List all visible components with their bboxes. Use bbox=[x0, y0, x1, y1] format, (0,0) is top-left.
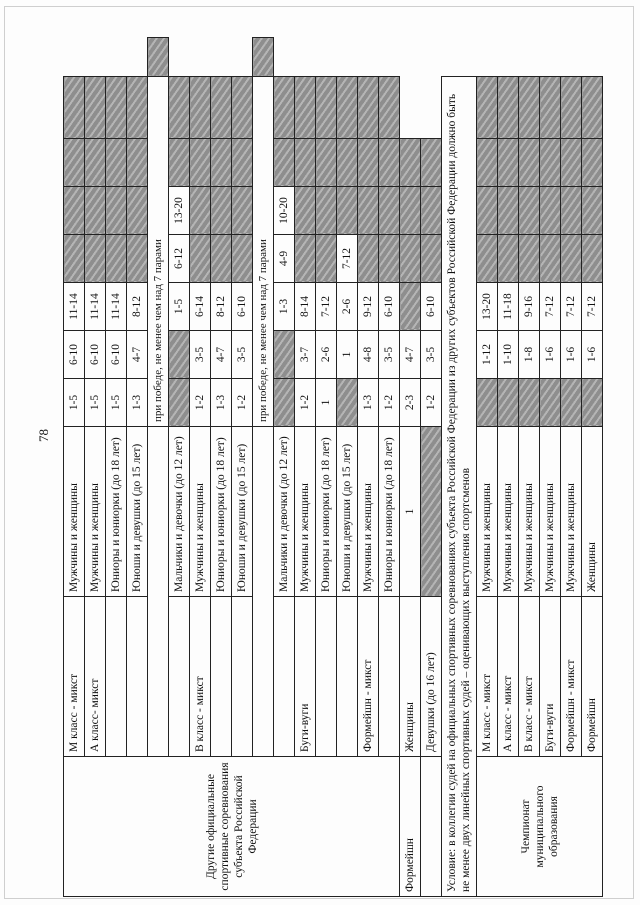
class-cell: М класс - микст bbox=[64, 597, 85, 757]
rank-value: 7-12 bbox=[561, 283, 582, 331]
rank-value bbox=[85, 187, 106, 235]
rank-value-extra bbox=[211, 77, 232, 139]
group-cell: Мужчины и женщины bbox=[358, 427, 379, 597]
rank-value bbox=[477, 139, 498, 187]
note-spacer bbox=[148, 427, 169, 757]
group-cell: Женщины bbox=[582, 427, 603, 597]
rank-value bbox=[498, 379, 519, 427]
rank-value: 1-12 bbox=[477, 331, 498, 379]
rank-value bbox=[582, 187, 603, 235]
note-spacer bbox=[253, 427, 274, 757]
rank-value-extra bbox=[540, 77, 561, 139]
rank-value bbox=[127, 235, 148, 283]
class-cell bbox=[421, 757, 442, 897]
group-cell: Мальчики и девочки (до 12 лет) bbox=[274, 427, 295, 597]
rank-value bbox=[64, 139, 85, 187]
rank-value: 6-10 bbox=[85, 331, 106, 379]
rank-value bbox=[561, 139, 582, 187]
group-cell: Мужчины и женщины bbox=[498, 427, 519, 597]
group-cell: Юниоры и юниорки (до 18 лет) bbox=[316, 427, 337, 597]
rank-value: 8-14 bbox=[295, 283, 316, 331]
table-row bbox=[477, 38, 498, 897]
rank-value: 1-5 bbox=[169, 283, 190, 331]
rank-value bbox=[421, 235, 442, 283]
rank-value: 1-2 bbox=[232, 379, 253, 427]
rank-table bbox=[63, 37, 603, 897]
rank-value: 7-12 bbox=[582, 283, 603, 331]
rank-value: 1-5 bbox=[85, 379, 106, 427]
rank-value: 8-12 bbox=[211, 283, 232, 331]
rank-value-extra bbox=[85, 77, 106, 139]
rank-table-sheet bbox=[63, 37, 636, 897]
rank-value-extra bbox=[477, 77, 498, 139]
class-cell bbox=[106, 597, 127, 757]
rank-value bbox=[400, 187, 421, 235]
rank-value bbox=[337, 187, 358, 235]
page-number: 78 bbox=[36, 429, 51, 442]
rank-value: 3-5 bbox=[421, 331, 442, 379]
rank-value bbox=[232, 235, 253, 283]
rank-value-extra bbox=[582, 77, 603, 139]
rank-value bbox=[379, 235, 400, 283]
rank-value bbox=[519, 379, 540, 427]
rank-value bbox=[295, 235, 316, 283]
rank-value: 13-20 bbox=[477, 283, 498, 331]
rank-value bbox=[274, 379, 295, 427]
group-cell: Юниоры и юниорки (до 18 лет) bbox=[211, 427, 232, 597]
rank-value bbox=[232, 187, 253, 235]
rank-value bbox=[358, 187, 379, 235]
rank-value bbox=[477, 187, 498, 235]
rank-value bbox=[274, 331, 295, 379]
rank-value: 1-2 bbox=[379, 379, 400, 427]
section-title: Чемпионат муниципального образования bbox=[477, 757, 603, 897]
rank-value: 1-3 bbox=[211, 379, 232, 427]
rank-value-extra bbox=[190, 77, 211, 139]
rank-value: 2-6 bbox=[316, 331, 337, 379]
rank-value bbox=[316, 139, 337, 187]
rank-value bbox=[519, 235, 540, 283]
rank-value bbox=[477, 235, 498, 283]
rank-value: 1 bbox=[400, 427, 421, 597]
rank-value bbox=[106, 187, 127, 235]
rank-value: 4-9 bbox=[274, 235, 295, 283]
class-cell bbox=[274, 597, 295, 757]
rank-value bbox=[400, 283, 421, 331]
rank-value: 1-6 bbox=[582, 331, 603, 379]
rank-value: 1-3 bbox=[274, 283, 295, 331]
rank-value: 4-7 bbox=[211, 331, 232, 379]
rank-value: 6-10 bbox=[421, 283, 442, 331]
table-row bbox=[421, 38, 442, 897]
rank-value bbox=[106, 139, 127, 187]
rank-value bbox=[421, 427, 442, 597]
rank-value-extra bbox=[64, 77, 85, 139]
rank-value bbox=[295, 139, 316, 187]
rank-value bbox=[127, 187, 148, 235]
rank-value: 11-14 bbox=[64, 283, 85, 331]
rank-value: 1-3 bbox=[358, 379, 379, 427]
rank-value: 6-14 bbox=[190, 283, 211, 331]
rank-value: 1-6 bbox=[540, 331, 561, 379]
class-cell: А класс - микст bbox=[498, 597, 519, 757]
rank-value bbox=[169, 139, 190, 187]
rank-value: 6-10 bbox=[232, 283, 253, 331]
rank-value: 7-12 bbox=[540, 283, 561, 331]
class-cell bbox=[337, 597, 358, 757]
rank-value: 3-7 bbox=[295, 331, 316, 379]
rank-value: 4-7 bbox=[127, 331, 148, 379]
rank-value bbox=[498, 139, 519, 187]
rank-value bbox=[64, 235, 85, 283]
rank-value bbox=[169, 379, 190, 427]
rank-value: 3-5 bbox=[232, 331, 253, 379]
rank-value: 7-12 bbox=[316, 283, 337, 331]
rank-value bbox=[498, 235, 519, 283]
rank-value bbox=[400, 235, 421, 283]
rank-value: 3-5 bbox=[379, 331, 400, 379]
rank-value bbox=[582, 235, 603, 283]
class-cell: В класс - микст bbox=[190, 597, 211, 757]
rank-value: 1-2 bbox=[190, 379, 211, 427]
rank-value-extra bbox=[358, 77, 379, 139]
rank-value: 1-6 bbox=[561, 331, 582, 379]
rank-value: 1-3 bbox=[127, 379, 148, 427]
group-cell: Мужчины и женщины bbox=[190, 427, 211, 597]
class-cell: Формейшн - микст bbox=[358, 597, 379, 757]
rank-value: 1-5 bbox=[64, 379, 85, 427]
table-row bbox=[400, 38, 421, 897]
rank-value bbox=[190, 187, 211, 235]
group-cell: Юноши и девушки (до 15 лет) bbox=[337, 427, 358, 597]
class-cell bbox=[316, 597, 337, 757]
rank-value: 1 bbox=[337, 331, 358, 379]
group-cell: Юниоры и юниорки (до 18 лет) bbox=[106, 427, 127, 597]
pairs-note: при победе, не менее чем над 7 парами bbox=[148, 77, 169, 427]
rank-value bbox=[358, 235, 379, 283]
rank-value: 8-12 bbox=[127, 283, 148, 331]
group-cell: Мужчины и женщины bbox=[85, 427, 106, 597]
rank-value: 11-14 bbox=[85, 283, 106, 331]
group-cell: Юноши и девушки (до 15 лет) bbox=[232, 427, 253, 597]
rank-value bbox=[358, 139, 379, 187]
condition-row bbox=[442, 38, 477, 897]
rank-value-extra bbox=[127, 77, 148, 139]
class-cell: Буги-вуги bbox=[540, 597, 561, 757]
rank-value: 11-18 bbox=[498, 283, 519, 331]
group-cell: Мужчины и женщины bbox=[295, 427, 316, 597]
rank-value: 4-7 bbox=[400, 331, 421, 379]
rank-value bbox=[519, 139, 540, 187]
rank-value: 9-16 bbox=[519, 283, 540, 331]
class-cell: Формейшн - микст bbox=[561, 597, 582, 757]
class-cell bbox=[211, 597, 232, 757]
rank-value bbox=[477, 379, 498, 427]
class-cell bbox=[127, 597, 148, 757]
rank-value: 1-2 bbox=[295, 379, 316, 427]
class-cell: М класс - микст bbox=[477, 597, 498, 757]
rank-value: 1-2 bbox=[421, 379, 442, 427]
rank-value bbox=[582, 379, 603, 427]
rank-value-extra bbox=[400, 139, 421, 187]
rank-value bbox=[561, 187, 582, 235]
group-cell: Мужчины и женщины bbox=[477, 427, 498, 597]
pairs-note: при победе, не менее чем над 7 парами bbox=[253, 77, 274, 427]
rank-value bbox=[211, 139, 232, 187]
rank-value bbox=[337, 379, 358, 427]
condition-text: Условие: в коллегии судей на официальных спортивных соревнованиях субъекта Российской Федерации из других субъектов Российской Федерации должно быть не менее двух линейных спортивных судей – оценивающих выступления спортсменов bbox=[442, 77, 477, 897]
rank-value bbox=[190, 235, 211, 283]
rank-value bbox=[295, 187, 316, 235]
rank-value bbox=[498, 187, 519, 235]
class-cell: Формейшн bbox=[582, 597, 603, 757]
class-cell bbox=[232, 597, 253, 757]
group-cell: Девушки (до 16 лет) bbox=[421, 597, 442, 757]
rank-value: 6-10 bbox=[379, 283, 400, 331]
rank-value bbox=[540, 187, 561, 235]
rank-value bbox=[561, 379, 582, 427]
group-cell: Мужчины и женщины bbox=[64, 427, 85, 597]
rank-value-extra bbox=[106, 77, 127, 139]
rank-value: 1 bbox=[316, 379, 337, 427]
rank-value bbox=[337, 139, 358, 187]
rank-value-extra bbox=[295, 77, 316, 139]
group-cell: Мужчины и женщины bbox=[540, 427, 561, 597]
rank-value bbox=[127, 139, 148, 187]
rank-value: 3-5 bbox=[190, 331, 211, 379]
rank-value: 6-10 bbox=[64, 331, 85, 379]
rank-value-extra bbox=[337, 77, 358, 139]
rank-value: 6-10 bbox=[106, 331, 127, 379]
rank-value bbox=[421, 187, 442, 235]
rank-value bbox=[540, 139, 561, 187]
rank-value: 9-12 bbox=[358, 283, 379, 331]
rank-value bbox=[379, 187, 400, 235]
rank-value: 13-20 bbox=[169, 187, 190, 235]
rank-value bbox=[316, 187, 337, 235]
rank-value bbox=[106, 235, 127, 283]
class-cell: Буги-вуги bbox=[295, 597, 316, 757]
group-cell: Мужчины и женщины bbox=[519, 427, 540, 597]
rank-value bbox=[169, 331, 190, 379]
rank-value bbox=[540, 379, 561, 427]
group-cell: Женщины bbox=[400, 597, 421, 757]
class-cell: А класс- микст bbox=[85, 597, 106, 757]
rank-value bbox=[190, 139, 211, 187]
rank-value bbox=[85, 139, 106, 187]
rank-value-extra bbox=[253, 38, 274, 77]
rank-value-extra bbox=[169, 77, 190, 139]
section-title: Другие официальные спортивные соревнования субъекта Российской Федерации bbox=[64, 757, 400, 897]
rank-value bbox=[379, 139, 400, 187]
rank-value bbox=[274, 139, 295, 187]
rank-value bbox=[232, 139, 253, 187]
rank-value bbox=[85, 235, 106, 283]
class-cell: В класс - микст bbox=[519, 597, 540, 757]
class-cell bbox=[169, 597, 190, 757]
rank-value-extra bbox=[519, 77, 540, 139]
group-cell: Мальчики и девочки (до 12 лет) bbox=[169, 427, 190, 597]
rank-value-extra bbox=[148, 38, 169, 77]
class-cell: Формейшн bbox=[400, 757, 421, 897]
rank-value: 10-20 bbox=[274, 187, 295, 235]
group-cell: Мужчины и женщины bbox=[561, 427, 582, 597]
rank-value: 6-12 bbox=[169, 235, 190, 283]
rank-value: 1-10 bbox=[498, 331, 519, 379]
rank-value: 2-3 bbox=[400, 379, 421, 427]
rank-value bbox=[64, 187, 85, 235]
rank-value-extra bbox=[232, 77, 253, 139]
rank-value: 7-12 bbox=[337, 235, 358, 283]
rank-value-extra bbox=[274, 77, 295, 139]
rank-value bbox=[582, 139, 603, 187]
class-cell bbox=[379, 597, 400, 757]
rank-value-extra bbox=[316, 77, 337, 139]
rank-value-extra bbox=[561, 77, 582, 139]
rank-value bbox=[540, 235, 561, 283]
rank-value-extra bbox=[379, 77, 400, 139]
rank-value: 11-14 bbox=[106, 283, 127, 331]
table-row bbox=[64, 38, 85, 897]
rank-value-extra bbox=[498, 77, 519, 139]
rank-value: 4-8 bbox=[358, 331, 379, 379]
group-cell: Юниоры и юниорки (до 18 лет) bbox=[379, 427, 400, 597]
rank-value: 1-5 bbox=[106, 379, 127, 427]
rank-value bbox=[211, 187, 232, 235]
group-cell: Юноши и девушки (до 15 лет) bbox=[127, 427, 148, 597]
rank-value bbox=[561, 235, 582, 283]
rank-value bbox=[519, 187, 540, 235]
rank-value-extra bbox=[421, 139, 442, 187]
rank-value: 1-8 bbox=[519, 331, 540, 379]
rank-value: 2-6 bbox=[337, 283, 358, 331]
rank-value bbox=[211, 235, 232, 283]
rank-value bbox=[316, 235, 337, 283]
